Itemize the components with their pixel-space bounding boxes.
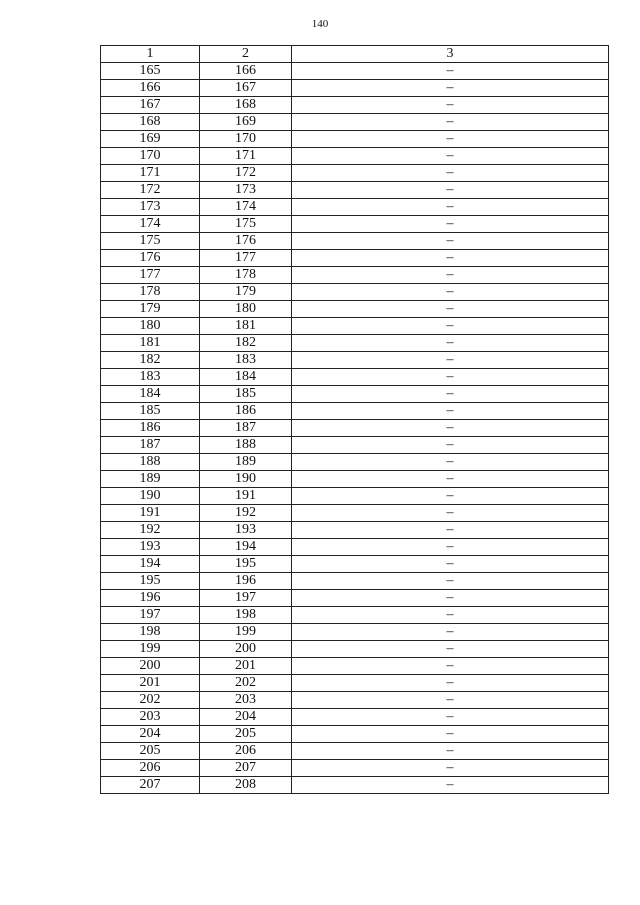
cell-col-1: 177: [101, 267, 200, 284]
cell-col-3: –: [292, 165, 609, 182]
cell-col-3: –: [292, 726, 609, 743]
cell-col-1: 169: [101, 131, 200, 148]
cell-col-2: 167: [200, 80, 292, 97]
cell-col-3: –: [292, 658, 609, 675]
cell-col-3: –: [292, 488, 609, 505]
cell-col-3: –: [292, 250, 609, 267]
cell-col-3: –: [292, 437, 609, 454]
table-row: [101, 658, 609, 675]
cell-col-2: 200: [200, 641, 292, 658]
cell-col-3: –: [292, 114, 609, 131]
cell-col-3: –: [292, 692, 609, 709]
table-row: [101, 607, 609, 624]
cell-col-1: 176: [101, 250, 200, 267]
cell-col-1: 192: [101, 522, 200, 539]
table-row: [101, 437, 609, 454]
cell-col-1: 179: [101, 301, 200, 318]
cell-col-1: 199: [101, 641, 200, 658]
cell-col-1: 174: [101, 216, 200, 233]
table-row: [101, 352, 609, 369]
cell-col-1: 190: [101, 488, 200, 505]
cell-col-3: –: [292, 80, 609, 97]
table-row: [101, 165, 609, 182]
table-row: [101, 284, 609, 301]
cell-col-3: –: [292, 556, 609, 573]
cell-col-2: 176: [200, 233, 292, 250]
cell-col-3: –: [292, 233, 609, 250]
cell-col-2: 184: [200, 369, 292, 386]
header-row: [101, 46, 609, 63]
table-body: [101, 63, 609, 794]
table-row: [101, 743, 609, 760]
cell-col-3: –: [292, 318, 609, 335]
cell-col-2: 182: [200, 335, 292, 352]
table-row: [101, 301, 609, 318]
table-row: [101, 709, 609, 726]
cell-col-1: 202: [101, 692, 200, 709]
cell-col-2: 188: [200, 437, 292, 454]
cell-col-2: 191: [200, 488, 292, 505]
cell-col-1: 195: [101, 573, 200, 590]
table-row: [101, 233, 609, 250]
table-row: [101, 624, 609, 641]
cell-col-1: 205: [101, 743, 200, 760]
table-row: [101, 216, 609, 233]
table-row: [101, 641, 609, 658]
table-row: [101, 692, 609, 709]
cell-col-3: –: [292, 624, 609, 641]
cell-col-1: 168: [101, 114, 200, 131]
cell-col-3: –: [292, 352, 609, 369]
cell-col-1: 185: [101, 403, 200, 420]
cell-col-3: –: [292, 131, 609, 148]
cell-col-3: –: [292, 505, 609, 522]
cell-col-1: 204: [101, 726, 200, 743]
cell-col-3: –: [292, 471, 609, 488]
cell-col-1: 194: [101, 556, 200, 573]
cell-col-3: –: [292, 369, 609, 386]
cell-col-1: 188: [101, 454, 200, 471]
cell-col-2: 208: [200, 777, 292, 794]
cell-col-3: –: [292, 743, 609, 760]
cell-col-2: 207: [200, 760, 292, 777]
cell-col-3: –: [292, 301, 609, 318]
cell-col-1: 182: [101, 352, 200, 369]
table-row: [101, 369, 609, 386]
table-row: [101, 267, 609, 284]
cell-col-2: 169: [200, 114, 292, 131]
cell-col-1: 165: [101, 63, 200, 80]
table-row: [101, 114, 609, 131]
cell-col-3: –: [292, 573, 609, 590]
cell-col-1: 203: [101, 709, 200, 726]
cell-col-2: 193: [200, 522, 292, 539]
cell-col-3: –: [292, 777, 609, 794]
cell-col-1: 184: [101, 386, 200, 403]
cell-col-3: –: [292, 267, 609, 284]
cell-col-3: –: [292, 335, 609, 352]
table-row: [101, 777, 609, 794]
cell-col-3: –: [292, 454, 609, 471]
data-table: [100, 45, 609, 794]
cell-col-1: 183: [101, 369, 200, 386]
cell-col-1: 196: [101, 590, 200, 607]
table-row: [101, 505, 609, 522]
cell-col-3: –: [292, 522, 609, 539]
cell-col-2: 201: [200, 658, 292, 675]
cell-col-2: 194: [200, 539, 292, 556]
cell-col-2: 192: [200, 505, 292, 522]
table-row: [101, 80, 609, 97]
cell-col-2: 197: [200, 590, 292, 607]
table-row: [101, 488, 609, 505]
column-header-1: 1: [101, 46, 200, 63]
cell-col-1: 189: [101, 471, 200, 488]
cell-col-1: 187: [101, 437, 200, 454]
cell-col-1: 171: [101, 165, 200, 182]
cell-col-2: 203: [200, 692, 292, 709]
table-row: [101, 420, 609, 437]
cell-col-2: 196: [200, 573, 292, 590]
cell-col-2: 189: [200, 454, 292, 471]
table-row: [101, 386, 609, 403]
cell-col-1: 173: [101, 199, 200, 216]
cell-col-2: 179: [200, 284, 292, 301]
cell-col-1: 178: [101, 284, 200, 301]
table-row: [101, 250, 609, 267]
cell-col-2: 205: [200, 726, 292, 743]
cell-col-2: 202: [200, 675, 292, 692]
cell-col-2: 172: [200, 165, 292, 182]
table-row: [101, 522, 609, 539]
table-row: [101, 182, 609, 199]
cell-col-2: 171: [200, 148, 292, 165]
table-row: [101, 199, 609, 216]
table-row: [101, 573, 609, 590]
cell-col-2: 186: [200, 403, 292, 420]
cell-col-2: 178: [200, 267, 292, 284]
data-table-container: [100, 45, 608, 794]
cell-col-3: –: [292, 420, 609, 437]
cell-col-2: 173: [200, 182, 292, 199]
table-row: [101, 590, 609, 607]
cell-col-1: 172: [101, 182, 200, 199]
cell-col-1: 197: [101, 607, 200, 624]
cell-col-1: 193: [101, 539, 200, 556]
cell-col-3: –: [292, 148, 609, 165]
cell-col-2: 190: [200, 471, 292, 488]
cell-col-2: 170: [200, 131, 292, 148]
cell-col-1: 201: [101, 675, 200, 692]
cell-col-3: –: [292, 63, 609, 80]
table-row: [101, 131, 609, 148]
table-row: [101, 97, 609, 114]
cell-col-1: 207: [101, 777, 200, 794]
cell-col-3: –: [292, 607, 609, 624]
cell-col-3: –: [292, 199, 609, 216]
cell-col-2: 199: [200, 624, 292, 641]
table-row: [101, 318, 609, 335]
table-row: [101, 760, 609, 777]
cell-col-2: 195: [200, 556, 292, 573]
table-row: [101, 454, 609, 471]
cell-col-1: 200: [101, 658, 200, 675]
column-header-2: 2: [200, 46, 292, 63]
table-row: [101, 726, 609, 743]
table-row: [101, 556, 609, 573]
cell-col-3: –: [292, 760, 609, 777]
table-row: [101, 675, 609, 692]
cell-col-2: 166: [200, 63, 292, 80]
page-number: 140: [311, 18, 329, 30]
cell-col-3: –: [292, 216, 609, 233]
cell-col-3: –: [292, 386, 609, 403]
cell-col-3: –: [292, 641, 609, 658]
cell-col-2: 183: [200, 352, 292, 369]
cell-col-1: 180: [101, 318, 200, 335]
cell-col-1: 191: [101, 505, 200, 522]
cell-col-3: –: [292, 97, 609, 114]
cell-col-2: 204: [200, 709, 292, 726]
cell-col-3: –: [292, 590, 609, 607]
cell-col-2: 177: [200, 250, 292, 267]
cell-col-2: 185: [200, 386, 292, 403]
cell-col-3: –: [292, 539, 609, 556]
cell-col-2: 175: [200, 216, 292, 233]
table-row: [101, 148, 609, 165]
cell-col-3: –: [292, 403, 609, 420]
table-row: [101, 335, 609, 352]
cell-col-2: 187: [200, 420, 292, 437]
cell-col-2: 198: [200, 607, 292, 624]
cell-col-2: 180: [200, 301, 292, 318]
cell-col-1: 167: [101, 97, 200, 114]
cell-col-2: 174: [200, 199, 292, 216]
cell-col-3: –: [292, 675, 609, 692]
cell-col-1: 206: [101, 760, 200, 777]
cell-col-1: 166: [101, 80, 200, 97]
cell-col-2: 206: [200, 743, 292, 760]
cell-col-1: 198: [101, 624, 200, 641]
cell-col-2: 181: [200, 318, 292, 335]
table-row: [101, 403, 609, 420]
cell-col-1: 181: [101, 335, 200, 352]
table-row: [101, 63, 609, 80]
table-row: [101, 471, 609, 488]
cell-col-3: –: [292, 709, 609, 726]
table-row: [101, 539, 609, 556]
table-header: [101, 46, 609, 63]
cell-col-3: –: [292, 284, 609, 301]
cell-col-2: 168: [200, 97, 292, 114]
cell-col-1: 186: [101, 420, 200, 437]
cell-col-1: 175: [101, 233, 200, 250]
column-header-3: 3: [292, 46, 609, 63]
cell-col-1: 170: [101, 148, 200, 165]
cell-col-3: –: [292, 182, 609, 199]
